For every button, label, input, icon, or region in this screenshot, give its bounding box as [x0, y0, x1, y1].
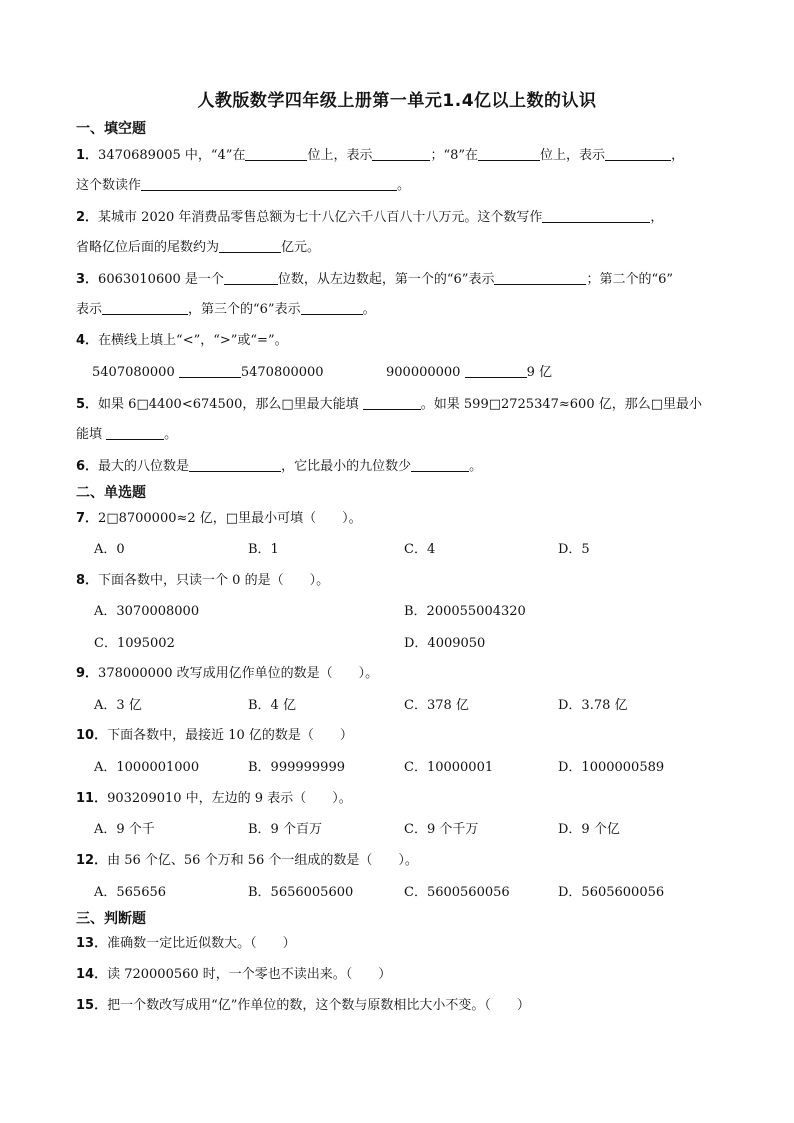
question-text: 。 [164, 427, 178, 442]
question-1-line-1 [76, 146, 684, 165]
question-3-line-2 [76, 300, 376, 319]
question-text: 位上，表示 [540, 148, 606, 163]
option-c[interactable]: C．5600560056 [404, 885, 510, 900]
question-text: 如果 6□4400<674500，那么□里最大能填 [98, 397, 359, 412]
option-b[interactable]: B．4 亿 [248, 698, 296, 713]
question-14 [76, 966, 391, 984]
option-a[interactable]: A．1000001000 [94, 760, 200, 775]
answer-blank[interactable] [102, 300, 188, 315]
question-text: 。如果 599□2725347≈600 亿，那么□里最小 [420, 397, 703, 412]
question-text: 由 56 个亿、56 个万和 56 个一组成的数是（ ）。 [107, 853, 418, 868]
question-text: 6063010600 是一个 [98, 272, 224, 287]
question-7 [76, 510, 362, 528]
option-d[interactable]: D．3.78 亿 [558, 698, 628, 713]
option-d[interactable]: D．4009050 [404, 636, 486, 651]
option-a[interactable]: A．9 个千 [94, 822, 155, 837]
question-text: ， [650, 210, 664, 225]
answer-blank[interactable] [478, 146, 540, 161]
question-text: 这个数读作 [76, 178, 142, 193]
option-d[interactable]: D．1000000589 [558, 760, 665, 775]
compare-left-value: 900000000 [386, 365, 461, 380]
option-b[interactable]: B．1 [248, 542, 279, 557]
compare-left-value: 5407080000 [92, 365, 175, 380]
answer-blank[interactable] [411, 457, 469, 472]
question-text: 位上，表示 [307, 148, 373, 163]
option-a[interactable]: A．0 [94, 542, 125, 557]
question-6-line-1 [76, 457, 482, 476]
question-text: 。 [362, 302, 376, 317]
option-d[interactable]: D．9 个亿 [558, 822, 620, 837]
question-text: 读 720000560 时，一个零也不读出来。（ ） [107, 967, 392, 982]
question-text: ；“8”在 [430, 148, 479, 163]
question-9 [76, 665, 378, 683]
question-number: 14． [76, 967, 108, 982]
option-b[interactable]: B．9 个百万 [248, 822, 322, 837]
answer-blank[interactable] [605, 146, 671, 161]
question-text: 最大的八位数是 [98, 459, 190, 474]
question-8 [76, 572, 329, 590]
answer-blank[interactable] [141, 176, 397, 191]
question-1-line-2 [76, 176, 410, 195]
option-a[interactable]: A．3 亿 [94, 698, 142, 713]
question-text: 。 [469, 459, 483, 474]
question-text: ，它比最小的九位数少 [281, 459, 412, 474]
question-number: 4． [76, 333, 99, 348]
question-text: 下面各数中，只读一个 0 的是（ ）。 [98, 573, 330, 588]
question-number: 10． [76, 728, 108, 743]
question-text: 把一个数改写成用“亿”作单位的数，这个数与原数相比大小不变。（ ） [107, 998, 530, 1013]
answer-blank[interactable] [189, 457, 281, 472]
question-number: 15． [76, 998, 108, 1013]
question-text: ， [671, 148, 685, 163]
option-b[interactable]: B．200055004320 [404, 604, 526, 619]
question-number: 5． [76, 397, 99, 412]
question-number: 6． [76, 459, 99, 474]
question-13 [76, 935, 296, 953]
answer-blank[interactable] [245, 146, 307, 161]
answer-blank[interactable] [219, 238, 281, 253]
option-c[interactable]: C．9 个千万 [404, 822, 479, 837]
question-text: 903209010 中，左边的 9 表示（ ）。 [107, 791, 352, 806]
question-10 [76, 727, 353, 745]
compare-right-value: 9 亿 [526, 365, 552, 380]
question-4-compare-2 [386, 363, 552, 382]
option-c[interactable]: C．4 [404, 542, 436, 557]
answer-blank[interactable] [179, 363, 241, 378]
question-text: 在横线上填上“<”，“>”或“=”。 [98, 333, 288, 348]
question-4-line-1 [76, 332, 288, 350]
section-heading-fill-in: 一、填空题 [76, 121, 146, 137]
option-a[interactable]: A．3070008000 [94, 604, 200, 619]
section-heading-true-false: 三、判断题 [76, 911, 146, 927]
question-15 [76, 997, 530, 1015]
question-5-line-1 [76, 395, 702, 414]
question-4-compare-1 [92, 363, 324, 382]
question-text: 表示 [76, 302, 103, 317]
question-text: 。 [397, 178, 411, 193]
answer-blank[interactable] [363, 395, 421, 410]
question-number: 8． [76, 573, 99, 588]
option-a[interactable]: A．565656 [94, 885, 167, 900]
question-text: 位数，从左边数起，第一个的“6”表示 [277, 272, 495, 287]
answer-blank[interactable] [301, 300, 363, 315]
question-text: 某城市 2020 年消费品零售总额为七十八亿六千八百八十八万元。这个数写作 [98, 210, 543, 225]
question-11 [76, 790, 352, 808]
question-text: 2□8700000≈2 亿，□里最小可填（ ）。 [98, 511, 362, 526]
question-text: ；第二个的“6” [586, 272, 674, 287]
question-5-line-2 [76, 425, 177, 444]
section-heading-single-choice: 二、单选题 [76, 485, 146, 501]
option-d[interactable]: D．5 [558, 542, 590, 557]
answer-blank[interactable] [224, 270, 278, 285]
question-number: 1． [76, 148, 99, 163]
question-12 [76, 852, 418, 870]
question-text: 378000000 改写成用亿作单位的数是（ ）。 [98, 666, 379, 681]
option-b[interactable]: B．999999999 [248, 760, 345, 775]
option-c[interactable]: C．1095002 [94, 636, 175, 651]
question-2-line-2 [76, 238, 320, 257]
option-c[interactable]: C．10000001 [404, 760, 494, 775]
question-number: 9． [76, 666, 99, 681]
question-number: 2． [76, 210, 99, 225]
question-text: ，第三个的“6”表示 [188, 302, 301, 317]
option-b[interactable]: B．5656005600 [248, 885, 354, 900]
page-title: 人教版数学四年级上册第一单元1.4亿以上数的认识 [197, 91, 597, 111]
question-text: 3470689005 中，“4”在 [98, 148, 246, 163]
answer-blank[interactable] [465, 363, 527, 378]
question-text: 下面各数中，最接近 10 亿的数是（ ） [107, 728, 353, 743]
question-text: 准确数一定比近似数大。（ ） [107, 936, 296, 951]
question-text: 亿元。 [281, 240, 321, 255]
question-text: 省略亿位后面的尾数约为 [76, 240, 220, 255]
question-3-line-1 [76, 270, 673, 289]
compare-right-value: 5470800000 [240, 365, 324, 380]
answer-blank[interactable] [494, 270, 586, 285]
option-c[interactable]: C．378 亿 [404, 698, 469, 713]
answer-blank[interactable] [106, 425, 164, 440]
answer-blank[interactable] [542, 208, 650, 223]
question-number: 12． [76, 853, 108, 868]
question-number: 13． [76, 936, 108, 951]
question-number: 3． [76, 272, 99, 287]
question-number: 7． [76, 511, 99, 526]
question-text: 能填 [76, 427, 103, 442]
question-2-line-1 [76, 208, 663, 227]
question-number: 11． [76, 791, 108, 806]
option-d[interactable]: D．5605600056 [558, 885, 665, 900]
answer-blank[interactable] [372, 146, 430, 161]
